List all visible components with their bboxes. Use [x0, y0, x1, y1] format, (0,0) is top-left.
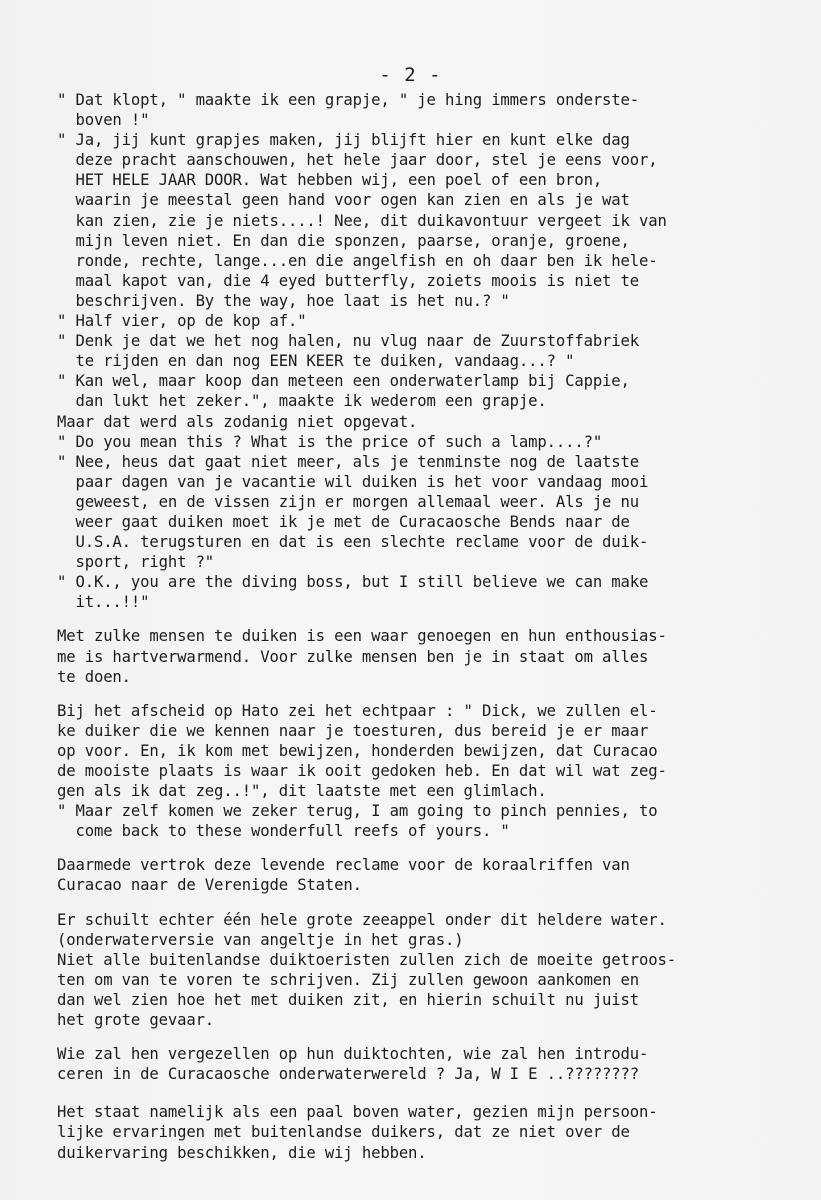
- text-line: me is hartverwarmend. Voor zulke mensen ben je in staat om alles: [57, 647, 649, 666]
- text-line: ronde, rechte, lange...en die angelfish en oh daar ben ik hele-: [57, 251, 658, 270]
- text-line: " Kan wel, maar koop dan meteen een onderwaterlamp bij Cappie,: [57, 372, 630, 391]
- text-line: ke duiker die we kennen naar je toesturen, dus bereid je er maar: [57, 721, 649, 740]
- text-line: Er schuilt echter één hele grote zeeappel onder dit heldere water.: [57, 910, 667, 929]
- text-line: mijn leven niet. En dan die sponzen, paarse, oranje, groene,: [57, 231, 630, 250]
- text-line: " Denk je dat we het nog halen, nu vlug naar de Zuurstoffabriek: [57, 332, 640, 351]
- text-line: it...!!": [57, 593, 150, 612]
- page-number: - 2 -: [379, 64, 442, 86]
- paragraph: [57, 1044, 797, 1084]
- text-line: beschrijven. By the way, hoe laat is het nu.? ": [57, 291, 510, 310]
- text-line: dan wel zien hoe het met duiken zit, en hierin schuilt nu juist: [57, 990, 640, 1009]
- paragraph: [57, 1102, 797, 1162]
- paragraph-spacer: [57, 1084, 797, 1102]
- text-line: " Nee, heus dat gaat niet meer, als je tenminste nog de laatste: [57, 452, 640, 471]
- text-line: maal kapot van, die 4 eyed butterfly, zoiets moois is niet te: [57, 271, 640, 290]
- text-line: paar dagen van je vacantie wil duiken is het voor vandaag mooi: [57, 472, 649, 491]
- text-line: te rijden en dan nog EEN KEER te duiken, vandaag...? ": [57, 352, 575, 371]
- paragraph: [57, 701, 797, 842]
- text-line: " Do you mean this ? What is the price of such a lamp....?": [57, 432, 603, 451]
- text-line: come back to these wonderfull reefs of yours. ": [57, 822, 510, 841]
- text-line: " Half vier, op de kop af.": [57, 312, 307, 331]
- text-line: de mooiste plaats is waar ik ooit gedoken heb. En dat wil wat zeg-: [57, 762, 667, 780]
- text-line: Met zulke mensen te duiken is een waar genoegen en hun enthousias-: [57, 627, 667, 646]
- paragraph-spacer: [57, 612, 797, 626]
- text-line: te doen.: [57, 667, 131, 686]
- text-line: " Maar zelf komen we zeker terug, I am going to pinch pennies, to: [57, 802, 658, 821]
- text-line: (onderwaterversie van angeltje in het gras.): [57, 930, 464, 949]
- paragraph: [57, 90, 797, 612]
- text-line: boven !": [57, 111, 150, 130]
- text-line: het grote gevaar.: [57, 1011, 215, 1030]
- text-line: lijke ervaringen met buitenlandse duikers, dat ze niet over de: [57, 1123, 630, 1142]
- text-line: Het staat namelijk als een paal boven water, gezien mijn persoon-: [57, 1103, 658, 1122]
- paragraph-spacer: [57, 687, 797, 701]
- text-line: Curacao naar de Verenigde Staten.: [57, 876, 362, 895]
- text-line: op voor. En, ik kom met bewijzen, honderden bewijzen, dat Curacao: [57, 741, 658, 760]
- text-line: gen als ik dat zeg..!", dit laatste met een glimlach.: [57, 782, 547, 801]
- text-line: Maar dat werd als zodanig niet opgevat.: [57, 412, 418, 431]
- text-line: Daarmede vertrok deze levende reclame voor de koraalriffen van: [57, 856, 630, 875]
- paragraph: [57, 910, 797, 1031]
- text-line: ten om van te voren te schrijven. Zij zullen gewoon aankomen en: [57, 970, 640, 989]
- paragraph-spacer: [57, 1030, 797, 1044]
- text-line: HET HELE JAAR DOOR. Wat hebben wij, een poel of een bron,: [57, 171, 603, 190]
- text-line: U.S.A. terugsturen en dat is een slechte reclame voor de duik-: [57, 533, 649, 552]
- body-text: [57, 90, 797, 1163]
- text-line: Niet alle buitenlandse duiktoeristen zullen zich de moeite getroos-: [57, 950, 676, 969]
- text-line: waarin je meestal geen hand voor ogen kan zien en als je wat: [57, 191, 630, 210]
- text-line: " O.K., you are the diving boss, but I still believe we can make: [57, 573, 649, 592]
- text-line: duikervaring beschikken, die wij hebben.: [57, 1143, 427, 1162]
- text-line: Wie zal hen vergezellen op hun duiktochten, wie zal hen introdu-: [57, 1045, 649, 1064]
- paragraph-spacer: [57, 841, 797, 855]
- paragraph-spacer: [57, 896, 797, 910]
- text-line: deze pracht aanschouwen, het hele jaar door, stel je eens voor,: [57, 151, 658, 170]
- paragraph: [57, 626, 797, 686]
- text-line: sport, right ?": [57, 553, 215, 572]
- text-line: " Dat klopt, " maakte ik een grapje, " je hing immers onderste-: [57, 91, 640, 109]
- text-line: Bij het afscheid op Hato zei het echtpaar : " Dick, we zullen el-: [57, 701, 658, 720]
- text-line: geweest, en de vissen zijn er morgen allemaal weer. Als je nu: [57, 492, 640, 511]
- text-line: " Ja, jij kunt grapjes maken, jij blijft hier en kunt elke dag: [57, 131, 630, 150]
- text-line: ceren in de Curacaosche onderwaterwereld ? Ja, W I E ..????????: [57, 1065, 640, 1084]
- paragraph: [57, 855, 797, 895]
- text-line: weer gaat duiken moet ik je met de Curacaosche Bends naar de: [57, 512, 630, 531]
- text-line: dan lukt het zeker.", maakte ik wederom een grapje.: [57, 392, 547, 411]
- text-line: kan zien, zie je niets....! Nee, dit duikavontuur vergeet ik van: [57, 211, 667, 230]
